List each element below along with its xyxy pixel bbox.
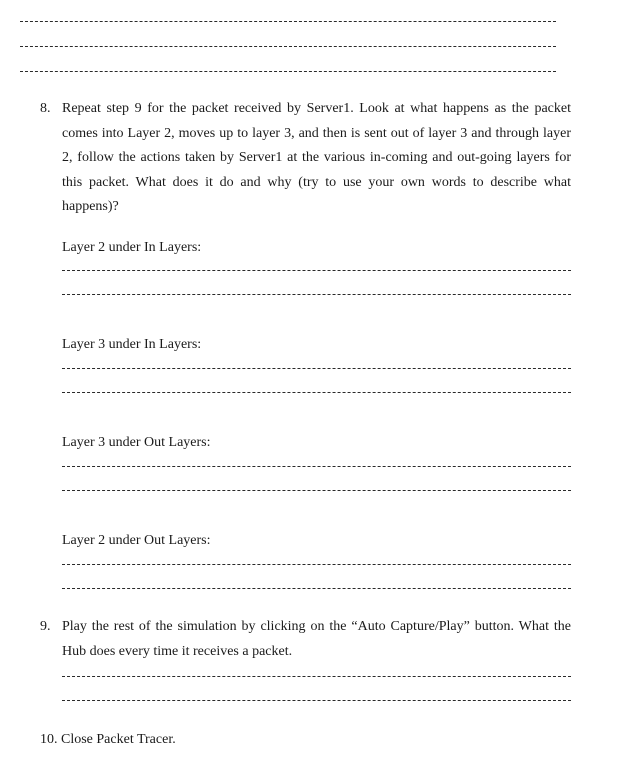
prompt-layer2-out: Layer 2 under Out Layers:: [62, 533, 211, 548]
answer-line: [62, 270, 571, 271]
answer-line: [62, 294, 571, 295]
answer-line: [62, 392, 571, 393]
answer-line: [20, 21, 556, 22]
answer-line: [20, 46, 556, 47]
answer-line: [20, 71, 556, 72]
answer-line: [62, 564, 571, 565]
question-9-number: 9.: [40, 619, 51, 634]
question-8-number: 8.: [40, 101, 51, 116]
prompt-layer3-in: Layer 3 under In Layers:: [62, 337, 202, 352]
answer-line: [62, 700, 571, 701]
answer-line: [62, 676, 571, 677]
prompt-layer2-in: Layer 2 under In Layers:: [62, 240, 202, 255]
question-10-text: 10. Close Packet Tracer.: [40, 732, 176, 747]
answer-line: [62, 466, 571, 467]
prompt-layer3-out: Layer 3 under Out Layers:: [62, 435, 211, 450]
question-9-text: Play the rest of the simulation by clicking on the “Auto Capture/Play” button. What the Hub does every time it receives a packet.: [62, 619, 571, 659]
answer-line: [62, 368, 571, 369]
question-8-text: Repeat step 9 for the packet received by Server1. Look at what happens as the packet comes into Layer 2, moves up to layer 3, and then is sent out of layer 3 and through layer 2, follow the actions taken by Server1 at the various in-coming and out-going layers for this packet. What does it do and why (try to use your own words to describe what happens)?: [62, 101, 571, 214]
answer-line: [62, 588, 571, 589]
answer-line: [62, 490, 571, 491]
